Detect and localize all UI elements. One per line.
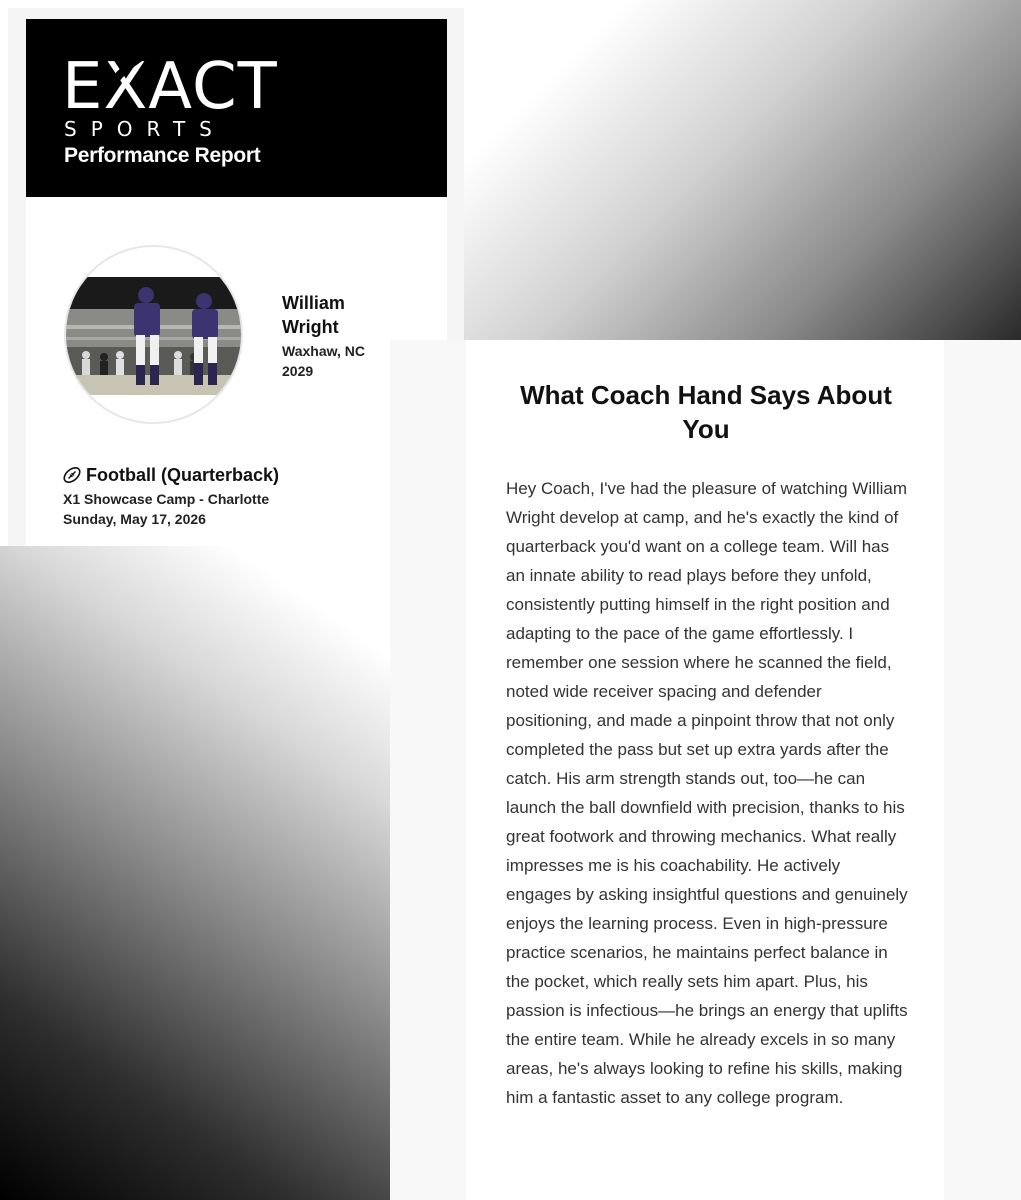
player-name: William Wright <box>282 293 345 337</box>
player-photo-icon <box>66 247 241 422</box>
report-card-body <box>26 19 447 546</box>
sport-position: Football (Quarterback) <box>86 465 280 485</box>
report-title: Performance Report <box>64 144 261 167</box>
background-gradient-bottom <box>0 546 390 1200</box>
football-icon <box>62 465 82 485</box>
coach-note-body <box>466 340 944 1200</box>
coach-note-title: What Coach Hand Says About You <box>520 380 892 444</box>
report-header <box>26 19 447 197</box>
background-gradient-top <box>464 0 1021 340</box>
player-avatar <box>64 245 243 424</box>
camp-name: X1 Showcase Camp - Charlotte <box>63 491 270 507</box>
camp-date: Sunday, May 17, 2026 <box>63 511 206 527</box>
sport-row <box>62 463 279 487</box>
brand-logo-subtitle: SPORTS <box>64 117 226 141</box>
coach-note-text: Hey Coach, I've had the pleasure of watching William Wright develop at camp, and he's exactly the kind of quarterback you'd want on a college team. Will has an innate ability to read plays before they unfold, consistently putting himself in the right position and adapting to the pace of the game effortlessly. I remember one session where he scanned the field, noted wide receiver spacing and defender positioning, and made a pinpoint throw that not only completed the pass but set up extra yards after the catch. His arm strength stands out, too—he can launch the ball downfield with precision, thanks to his great footwork and throwing mechanics. What really impresses me is his coachability. He actively engages by asking insightful questions and genuinely enjoys the learning process. Even in high-pressure practice scenarios, he maintains perfect balance in the pocket, which really sets him apart. Plus, his passion is infectious—he brings an energy that uplifts the entire team. While he already excels in so many areas, he's always looking to refine his skills, making him a fantastic asset to any college program. <box>506 479 908 1107</box>
coach-note-card <box>390 340 1021 1200</box>
brand-logo: EXACT <box>62 50 278 124</box>
player-class-year: 2029 <box>282 363 314 379</box>
player-location: Waxhaw, NC <box>282 343 365 359</box>
swoosh-icon <box>104 49 164 89</box>
